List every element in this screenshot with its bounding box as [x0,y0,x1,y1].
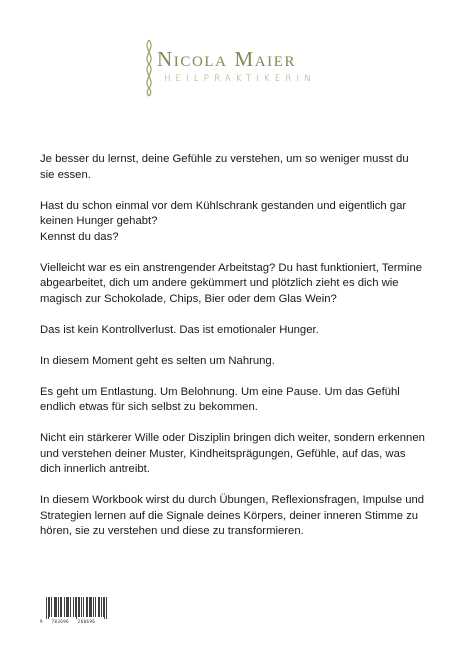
paragraph-1: Je besser du lernst, deine Gefühle zu verstehen, um so weniger musst du sie essen. [40,153,409,181]
paragraph-5: In diesem Moment geht es selten um Nahrung. [40,354,275,367]
paragraph-2: Hast du schon einmal vor dem Kühlschrank gestanden und eigentlich gar keinen Hunger gehabt? Kennst du das? [40,199,407,243]
brand-logo [138,38,328,98]
paragraph-8: In diesem Workbook wirst du durch Übungen, Reflexionsfragen, Impulse und Strategien lernen auf die Signale deines Körpers, deiner inneren Stimme zu hören, sie zu verstehen und diese zu transformieren. [40,494,425,537]
barcode [40,597,108,621]
brand-subtitle: HEILPRAKTIKERIN [164,74,316,84]
paragraph-7: Nicht ein stärkerer Wille oder Disziplin bringen dich weiter, sondern erkennen und verstehen deiner Muster, Kindheitsprägungen, Gefühle, auf das, was dich innerlich antreibt. [40,432,425,475]
barcode-digits: 9 783696 260696 [40,619,96,624]
paragraph-6: Es geht um Entlastung. Um Belohnung. Um eine Pause. Um das Gefühl endlich etwas für sich selbst zu bekommen. [40,385,400,413]
body-text [40,152,425,555]
brand-name: Nicola Maier [157,47,297,71]
paragraph-4: Das ist kein Kontrollverlust. Das ist emotionaler Hunger. [40,323,319,336]
paragraph-3: Vielleicht war es ein anstrengender Arbeitstag? Du hast funktioniert, Termine abgearbeitet, dich um andere gekümmert und plötzlich zieht es dich wie magisch zur Schokolade, Chips, Bier oder dem Glas Wein? [40,261,423,305]
